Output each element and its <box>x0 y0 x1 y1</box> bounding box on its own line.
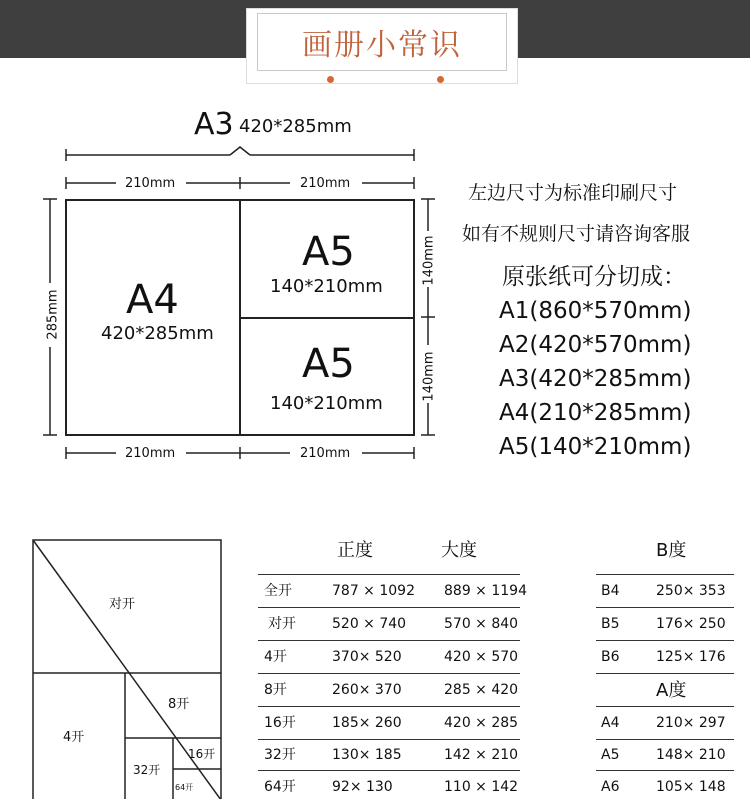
table-line <box>258 739 520 740</box>
row-dadu: 889 × 1194 <box>444 583 527 599</box>
fold-64kai: 64开 <box>175 783 194 792</box>
note-line-1: 左边尺寸为标准印刷尺寸 <box>468 182 678 204</box>
a5-bottom-label: A5 <box>302 341 355 387</box>
row-zhengdu: 370× 520 <box>332 649 402 665</box>
table-line <box>258 673 520 674</box>
b-row-name: B5 <box>601 616 620 632</box>
page-title: 画册小常识 <box>257 13 507 71</box>
sheet-divider-horizontal <box>239 317 415 319</box>
dim-210-top-left: 210mm <box>125 176 176 191</box>
row-name: 4开 <box>264 649 287 665</box>
bottom-210-dimensions <box>60 445 420 465</box>
header-dadu: 大度 <box>441 540 477 561</box>
row-name: 32开 <box>264 747 296 763</box>
title-box <box>246 8 518 84</box>
size-a5: A5(140*210mm) <box>499 434 692 460</box>
row-zhengdu: 520 × 740 <box>332 616 407 632</box>
row-zhengdu: 185× 260 <box>332 715 402 731</box>
row-zhengdu: 92× 130 <box>332 779 393 795</box>
row-name: 8开 <box>264 682 287 698</box>
a3-label: A3 <box>194 107 234 142</box>
title-dot-left <box>327 76 334 83</box>
size-a3: A3(420*285mm) <box>499 366 692 392</box>
a5-bottom-size: 140*210mm <box>270 393 383 414</box>
a-row-name: A4 <box>601 715 620 731</box>
row-dadu: 142 × 210 <box>444 747 519 763</box>
b-row-size: 125× 176 <box>656 649 726 665</box>
note-line-2: 如有不规则尺寸请咨询客服 <box>462 223 691 245</box>
table-line <box>258 640 520 641</box>
dim-285-left: 285mm <box>45 289 61 340</box>
a-row-size: 148× 210 <box>656 747 726 763</box>
a4-size: 420*285mm <box>101 323 214 344</box>
row-name: 对开 <box>268 616 296 632</box>
header-bdu: B度 <box>656 540 687 561</box>
a-row-size: 105× 148 <box>656 779 726 795</box>
header-adu: A度 <box>656 680 687 701</box>
top-210-dimensions <box>60 175 420 195</box>
size-a2: A2(420*570mm) <box>499 332 692 358</box>
fold-8kai: 8开 <box>168 697 190 712</box>
right-140-dimensions <box>418 195 438 440</box>
fold-4kai: 4开 <box>63 730 85 745</box>
b-row-name: B6 <box>601 649 620 665</box>
table-line <box>258 607 520 608</box>
a3-dimension-line <box>60 142 420 162</box>
a5-top-label: A5 <box>302 229 355 275</box>
table-line <box>596 607 734 608</box>
table-line <box>596 574 734 575</box>
note-line-3: 原张纸可分切成： <box>502 264 686 290</box>
fold-duikai: 对开 <box>109 597 136 612</box>
table-line <box>596 673 734 674</box>
size-a4: A4(210*285mm) <box>499 400 692 426</box>
row-zhengdu: 787 × 1092 <box>332 583 415 599</box>
a5-top-size: 140*210mm <box>270 276 383 297</box>
row-dadu: 570 × 840 <box>444 616 519 632</box>
row-zhengdu: 260× 370 <box>332 682 402 698</box>
b-row-size: 176× 250 <box>656 616 726 632</box>
header-zhengdu: 正度 <box>337 540 373 561</box>
dim-210-bottom-left: 210mm <box>125 446 176 461</box>
b-row-size: 250× 353 <box>656 583 726 599</box>
a4-label: A4 <box>126 277 179 323</box>
b-row-name: B4 <box>601 583 620 599</box>
title-dot-right <box>437 76 444 83</box>
a-row-name: A6 <box>601 779 620 795</box>
row-dadu: 285 × 420 <box>444 682 519 698</box>
table-line <box>258 574 520 575</box>
row-dadu: 420 × 570 <box>444 649 519 665</box>
dim-210-top-right: 210mm <box>300 176 351 191</box>
table-line <box>258 706 520 707</box>
fold-16kai: 16开 <box>188 747 216 761</box>
table-line <box>258 770 520 771</box>
row-dadu: 110 × 142 <box>444 779 519 795</box>
table-line <box>596 706 734 707</box>
a3-size: 420*285mm <box>239 116 352 137</box>
dim-140-top: 140mm <box>421 235 437 286</box>
a-row-size: 210× 297 <box>656 715 726 731</box>
row-name: 16开 <box>264 715 296 731</box>
row-name: 64开 <box>264 779 296 795</box>
row-zhengdu: 130× 185 <box>332 747 402 763</box>
fold-32kai: 32开 <box>133 763 161 777</box>
a-row-name: A5 <box>601 747 620 763</box>
table-line <box>596 640 734 641</box>
table-line <box>596 770 734 771</box>
table-line <box>596 739 734 740</box>
dim-210-bottom-right: 210mm <box>300 446 351 461</box>
size-a1: A1(860*570mm) <box>499 298 692 324</box>
dim-140-bottom: 140mm <box>421 351 437 402</box>
row-name: 全开 <box>264 583 292 599</box>
row-dadu: 420 × 285 <box>444 715 519 731</box>
